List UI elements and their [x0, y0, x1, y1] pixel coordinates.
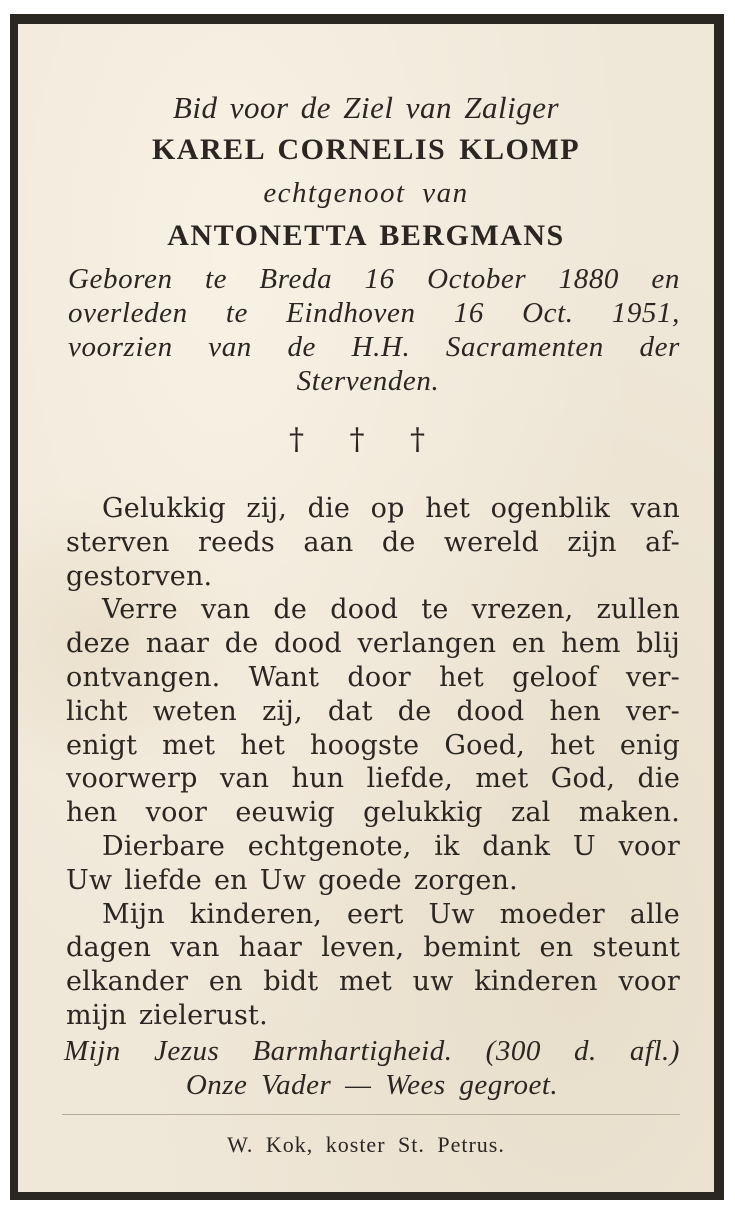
word: dood — [330, 594, 399, 626]
word: liefde, — [366, 763, 454, 795]
text-line — [66, 931, 680, 965]
text-line — [66, 627, 680, 661]
word: de — [224, 628, 259, 660]
word: te — [204, 263, 228, 295]
word: Stervenden. — [296, 365, 440, 397]
word: zij, — [246, 493, 288, 524]
meditation-text — [66, 492, 680, 1033]
word: Eindhoven — [286, 297, 416, 329]
word: zijn — [567, 526, 617, 558]
word: overleden — [68, 297, 188, 329]
word: wereld — [443, 526, 539, 558]
word: Oct. — [522, 297, 574, 329]
indulgence-line — [64, 1034, 680, 1068]
word: dat — [327, 695, 373, 727]
word: gelukkig — [363, 797, 483, 829]
word: weten — [152, 695, 238, 727]
text-line — [66, 695, 680, 729]
word: van — [630, 493, 680, 524]
word: Uw — [428, 898, 475, 930]
word: (300 — [485, 1035, 541, 1067]
word: 16 — [364, 263, 395, 295]
word: maken. — [578, 797, 680, 829]
word: Mijn — [64, 1035, 121, 1067]
word: met — [162, 729, 216, 761]
word: die — [637, 763, 680, 795]
word: H.H. — [351, 331, 411, 363]
word: Geboren — [68, 263, 173, 295]
word: en — [511, 628, 546, 660]
word: reeds — [197, 526, 275, 558]
word: dagen — [66, 932, 152, 964]
bio-line — [68, 330, 680, 364]
spouse-name: ANTONETTA BERGMANS — [167, 219, 565, 252]
word: der — [639, 331, 680, 363]
word: verlangen — [357, 628, 497, 660]
bio-line — [68, 262, 680, 296]
word: Barmhartigheid. — [252, 1035, 453, 1067]
word: 1880 — [558, 263, 620, 295]
word: zielerust. — [138, 999, 268, 1031]
word: Gelukkig — [102, 493, 226, 524]
text-line — [66, 898, 680, 932]
word: enigt — [66, 729, 138, 761]
word: met — [338, 966, 392, 998]
word: Sacramenten — [445, 331, 604, 363]
word: October — [427, 263, 527, 295]
word: moeder — [499, 898, 605, 930]
bio-line — [68, 296, 680, 330]
word: Uw — [66, 864, 113, 896]
word: vrezen, — [471, 594, 574, 626]
word: ogenblik — [490, 493, 611, 524]
word: van — [219, 763, 270, 795]
word: liefde — [124, 864, 202, 896]
word: gestorven. — [66, 560, 213, 592]
word: te — [421, 594, 449, 626]
word: Breda — [259, 263, 333, 295]
word: hem — [561, 628, 621, 660]
biography-block — [68, 262, 680, 398]
word: het — [550, 729, 595, 761]
text-line — [66, 864, 680, 898]
word: steunt — [592, 932, 680, 964]
word: Jezus — [153, 1035, 220, 1067]
word: blij — [636, 628, 680, 660]
word: geloof — [512, 661, 598, 693]
word: de — [273, 594, 308, 626]
word: God, — [550, 763, 616, 795]
text-line — [66, 965, 680, 999]
word: zij, — [262, 695, 303, 727]
word: dood — [456, 695, 525, 727]
deceased-name: KAREL CORNELIS KLOMP — [151, 133, 581, 166]
word: kinderen, — [189, 898, 323, 930]
word: licht — [66, 695, 128, 727]
text-line — [66, 999, 680, 1033]
closing-line: Onze Vader — Wees gegroet. — [185, 1069, 559, 1101]
word: leven, — [321, 932, 405, 964]
word: van — [170, 932, 220, 964]
word: op — [370, 493, 405, 524]
word: bidt — [263, 966, 319, 998]
word: aan — [303, 526, 354, 558]
word: ik — [434, 830, 460, 862]
word: sterven — [66, 526, 170, 558]
word: voorzien — [68, 331, 173, 363]
word: en — [651, 263, 680, 295]
text-line — [66, 729, 680, 763]
word: zal — [510, 797, 551, 829]
word: en — [539, 932, 574, 964]
word: mijn — [66, 999, 127, 1031]
word: 1951, — [611, 297, 680, 329]
word: van — [200, 594, 251, 626]
word: U — [572, 830, 596, 862]
word: ontvangen. — [66, 661, 221, 693]
word: enig — [619, 729, 680, 761]
word: zorgen. — [413, 864, 518, 896]
word: hun — [291, 763, 345, 795]
prayer-heading: Bid voor de Ziel van Zaliger — [172, 90, 560, 125]
word: naar — [145, 628, 210, 660]
word: voorwerp — [66, 763, 198, 795]
word: deze — [66, 628, 131, 660]
word: de — [397, 695, 432, 727]
word: hoogste — [310, 729, 420, 761]
word: alle — [629, 898, 680, 930]
word: door — [347, 661, 411, 693]
text-line — [66, 492, 680, 526]
word: Want — [248, 661, 320, 693]
word: het — [240, 729, 286, 761]
word: en — [214, 864, 248, 896]
word: met — [475, 763, 529, 795]
printer-credit: W. Kok, koster St. Petrus. — [227, 1132, 505, 1157]
word: d. — [574, 1035, 597, 1067]
word: Mijn — [102, 898, 165, 930]
bio-line — [68, 364, 680, 398]
word: kinderen — [474, 966, 598, 998]
text-line — [66, 796, 680, 830]
memorial-card — [18, 24, 714, 1192]
word: voor — [145, 797, 208, 829]
word: te — [225, 297, 249, 329]
word: echtgenote, — [247, 830, 412, 862]
word: Uw — [259, 864, 307, 896]
word: eeuwig — [235, 797, 335, 829]
word: dank — [482, 830, 551, 862]
word: eert — [347, 898, 404, 930]
text-line — [66, 560, 680, 594]
word: Verre — [102, 594, 178, 626]
word: 16 — [453, 297, 484, 329]
word: de — [381, 526, 416, 558]
word: goede — [318, 864, 402, 896]
word: dood — [273, 628, 342, 660]
word: de — [287, 331, 317, 363]
word: Goed, — [444, 729, 526, 761]
word: en — [208, 966, 243, 998]
text-line — [66, 661, 680, 695]
word: voor — [618, 830, 680, 862]
word: zullen — [596, 594, 680, 626]
card-header — [18, 88, 714, 258]
word: af- — [645, 526, 680, 558]
word: ver- — [625, 695, 680, 727]
spouse-label: echtgenoot van — [263, 177, 469, 209]
word: hen — [66, 797, 118, 829]
word: afl.) — [629, 1035, 680, 1067]
word: ver- — [625, 661, 680, 693]
word: voor — [618, 966, 680, 998]
text-line — [66, 762, 680, 796]
word: uw — [412, 966, 454, 998]
divider-rule — [62, 1114, 680, 1115]
word: die — [307, 493, 351, 524]
word: van — [208, 331, 252, 363]
text-line — [66, 593, 680, 627]
word: bemint — [423, 932, 521, 964]
word: het — [425, 493, 471, 524]
word: elkander — [66, 966, 189, 998]
text-line — [66, 526, 680, 560]
text-line — [66, 830, 680, 864]
word: Dierbare — [102, 830, 226, 862]
word: het — [439, 661, 484, 693]
word: hen — [549, 695, 601, 727]
crosses-ornament: † † † — [288, 422, 444, 457]
word: haar — [238, 932, 303, 964]
closing-prayers — [64, 1034, 680, 1102]
